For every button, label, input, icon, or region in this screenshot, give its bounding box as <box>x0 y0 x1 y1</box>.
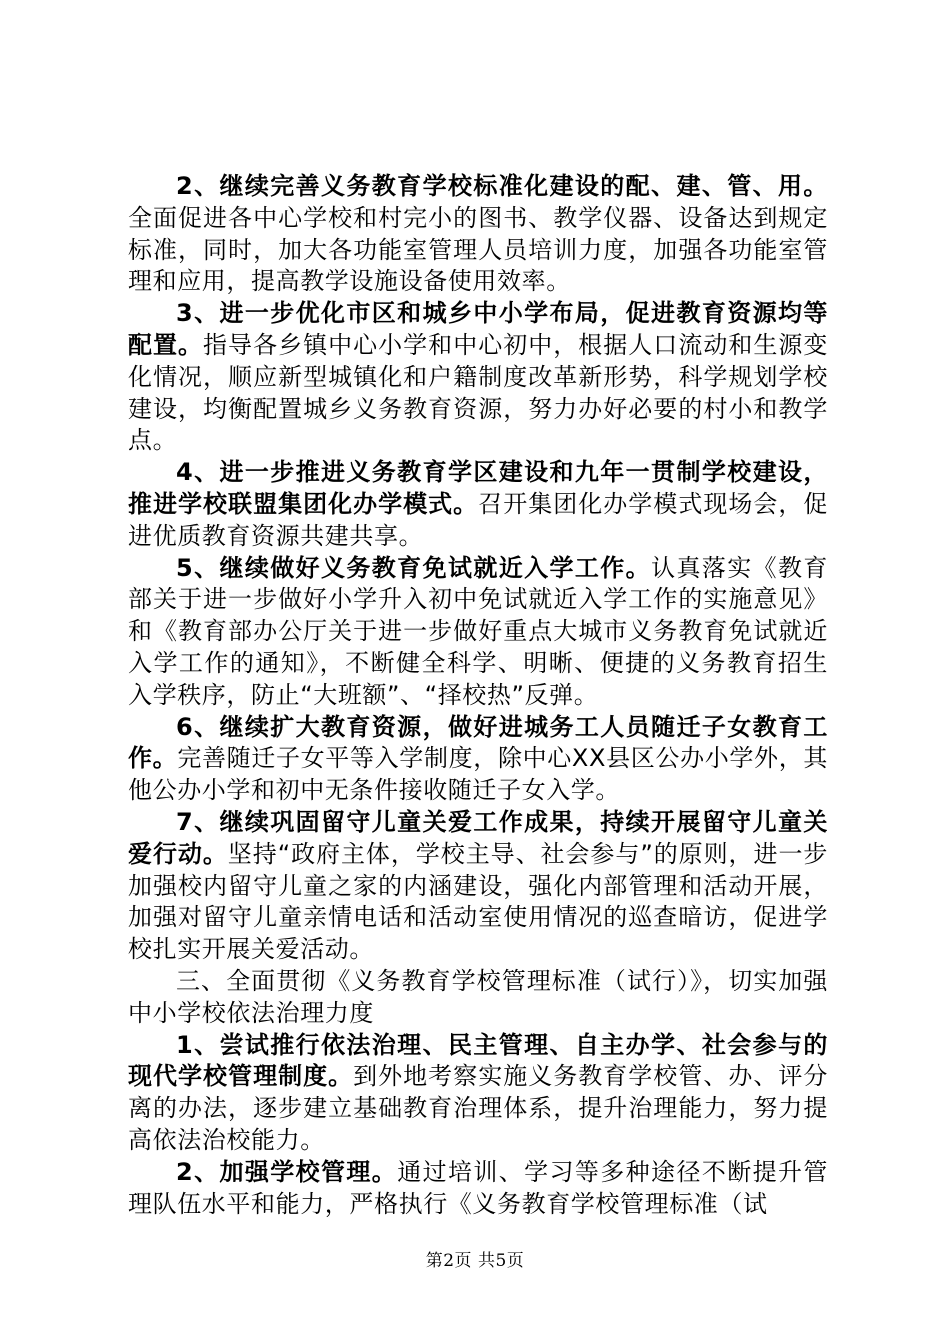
paragraph-heading: 4、进一步推进义务教育学区建设和九年一贯制学校建设，推进学校联盟集团化办学模式。 <box>128 458 828 518</box>
paragraph-text: 完善随迁子女平等入学制度，除中心XX县区公办小学外，其他公办小学和初中无条件接收随迁子女入学。 <box>128 744 828 805</box>
paragraph-4 <box>128 553 828 712</box>
paragraph-text: 通过培训、学习等多种途径不断提升管理队伍水平和能力，严格执行《义务教育学校管理标准（试 <box>128 1157 828 1218</box>
paragraph-text: 指导各乡镇中心小学和中心初中，根据人口流动和生源变化情况，顺应新型城镇化和户籍制度改革新形势，科学规划学校建设，均衡配置城乡义务教育资源，努力办好必要的村小和教学点。 <box>128 330 828 455</box>
paragraph-2 <box>128 298 828 457</box>
paragraph-heading: 7、继续巩固留守儿童关爱工作成果，持续开展留守儿童关爱行动。 <box>128 807 828 868</box>
paragraph-6 <box>128 807 828 966</box>
paragraph-heading: 3、进一步优化市区和城乡中小学布局，促进教育资源均等配置。 <box>128 299 828 359</box>
paragraph-text: 召开集团化办学模式现场会，促进优质教育资源共建共享。 <box>128 489 828 550</box>
paragraph-heading: 2、加强学校管理。 <box>176 1157 398 1186</box>
paragraph-7 <box>128 1030 828 1157</box>
paragraph-text: 到外地考察实施义务教育学校管、办、评分离的办法，逐步建立基础教育治理体系，提升治理能力，努力提高依法治校能力。 <box>128 1062 828 1154</box>
section-heading-text: 三、全面贯彻《义务教育学校管理标准（试行）》，切实加强中小学校依法治理力度 <box>128 966 828 1027</box>
paragraph-heading: 1、尝试推行依法治理、民主管理、自主办学、社会参与的现代学校管理制度。 <box>128 1030 828 1091</box>
paragraph-1 <box>128 171 828 298</box>
section-heading <box>128 966 828 1030</box>
paragraph-heading: 6、继续扩大教育资源，做好进城务工人员随迁子女教育工作。 <box>128 712 828 773</box>
paragraph-heading: 2、继续完善义务教育学校标准化建设的配、建、管、用。 <box>176 172 828 200</box>
document-body <box>128 171 828 1220</box>
page-number-footer: 第2页 共5页 <box>425 1251 525 1271</box>
paragraph-heading: 5、继续做好义务教育免试就近入学工作。 <box>176 553 652 582</box>
paragraph-3 <box>128 457 828 552</box>
paragraph-text: 全面促进各中心学校和村完小的图书、教学仪器、设备达到规定标准，同时，加大各功能室管理人员培训力度，加强各功能室管理和应用，提高教学设施设备使用效率。 <box>128 203 828 296</box>
paragraph-5 <box>128 712 828 807</box>
paragraph-text: 坚持“政府主体，学校主导、社会参与”的原则，进一步加强校内留守儿童之家的内涵建设，强化内部管理和活动开展，加强对留守儿童亲情电话和活动室使用情况的巡查暗访，促进学校扎实开展关爱活动。 <box>128 839 828 964</box>
paragraph-8 <box>128 1157 828 1221</box>
paragraph-text: 认真落实《教育部关于进一步做好小学升入初中免试就近入学工作的实施意见》和《教育部办公厅关于进一步做好重点大城市义务教育免试就近入学工作的通知》，不断健全科学、明晰、便捷的义务教育招生入学秩序，防止“大班额”、“择校热”反弹。 <box>128 553 828 709</box>
